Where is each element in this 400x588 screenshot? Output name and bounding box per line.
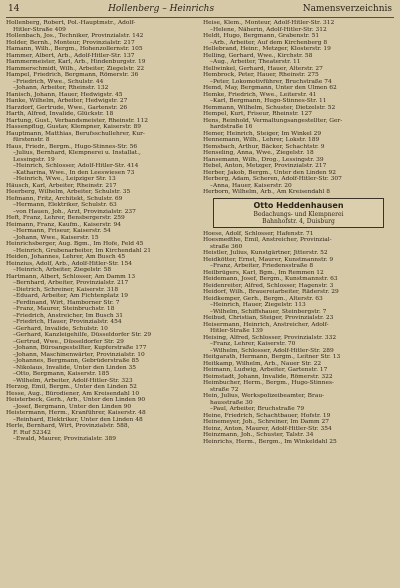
directory-entry: Hammer, Albert, Arb., Adolf-Hitler-Str. 137 (6, 52, 135, 59)
directory-entry-continuation: –Johann, Büroangestellter, Kupferstraße 177 (13, 345, 147, 351)
directory-entry-continuation: –Franz, Maurer, Steinbruchstr. 18 (13, 306, 115, 312)
directory-entry: Hembrock, Peter, Hauer, Rheinstr. 275 (203, 72, 319, 78)
page-number: 14 (8, 4, 20, 14)
directory-entry-continuation: –Gerhard, Invalide, Schulstr. 10 (13, 325, 108, 332)
directory-entry-continuation: –Gertrud, Wwe., Düsseldorfer Str. 29 (13, 338, 124, 345)
directory-entry: Hemsbach, Arthur, Bäcker, Schachtstr. 9 (203, 143, 325, 150)
directory-entry-continuation: –Heinrich, Arbeiter, Ziegelstr. 58 (13, 267, 112, 273)
directory-entry: Heidorf, Wilh., Brauereiarbeiter, Räderstr. 29 (203, 289, 339, 295)
directory-entry-continuation: straße 72 (210, 386, 239, 393)
directory-entry-continuation: –Gerhard, Kanzleigehilfe, Düsseldorfer Str. 29 (13, 332, 152, 338)
ad-line-2: Bahnhofstr. 4, Duisburg (262, 217, 335, 225)
directory-entry: Holder, Bernh., Monteur, Provinzialstr. 217 (6, 39, 135, 46)
directory-entry: Hammermeister, Karl, Arb., Hindenburgstr. 19 (6, 59, 146, 65)
directory-entry-continuation: –Paul, Arbeiter, Bruchstraße 79 (210, 406, 305, 412)
directory-entry: Heisermann, Heinrich, Anstreicher, Adolf- (203, 321, 329, 328)
directory-entry: Hefmann, Fritz, Architekt, Schulstr. 69 (6, 195, 123, 202)
section-title: Namensverzeichnis (302, 4, 392, 14)
directory-entry-continuation: –Franz, Lehrer, Kaiserstr. 70 (210, 341, 296, 347)
directory-entry-continuation: –Wilhelm, Schlosser, Adolf-Hitler-Str. 289 (210, 347, 334, 354)
directory-entry-continuation: –Julius, Bernhard, Klempnerei u. Installat., (13, 150, 141, 156)
directory-entry: Heidkötter, Ernst, Maurer, Kunstmannstr. 9 (203, 256, 334, 263)
directory-entry: Harzdorf, Gertrude, Wwe., Gartenstr. 26 (6, 104, 128, 111)
right-column-top (203, 20, 394, 196)
directory-entry: Hartmann, Albert, Schlosser, Am Damm 13 (6, 273, 136, 280)
directory-entry: Heiden, Johannes, Lehrer, Am Busch 45 (6, 254, 126, 260)
ad-line-1: Bedachungs- und Klempnerei (253, 210, 344, 218)
directory-entry: Heinrichsberger, Aug. Bgm., Im Hofe, Feld 45 (6, 241, 144, 247)
directory-entry-continuation: –Friedrich, Anstreicher, Im Busch 31 (13, 312, 124, 319)
directory-entry: Hartung, Gust., Verbandsmeister, Rheinstr. 112 (6, 117, 149, 124)
directory-entry: Hanke, Wilhelm, Arbeiter, Hedwigstr. 27 (6, 98, 128, 104)
directory-entry-continuation: –Anna, Hauer, Kaiserstr. 20 (210, 182, 292, 189)
directory-entry: Hanisch, Johann, Hauer, Hedwigstr. 45 (6, 91, 123, 98)
directory-entry: Heinzius, Adolf, Arb., Adolf-Hitler-Str. 154 (6, 260, 133, 267)
directory-entry: Heimbucher, Herm., Bergm., Hugo-Stinnes- (203, 380, 335, 386)
directory-entry: Heimann, Franz, Kaufm., Kaiserstr. 94 (6, 221, 122, 228)
directory-entry: Hens, Reinhold, Vermaltungsangestellter, Ger- (203, 117, 343, 124)
page-header (6, 4, 394, 18)
directory-entry-continuation: –Peter, Lokomotivführer, Bruchstraße 74 (210, 78, 332, 85)
directory-entry: Heistermann, Herm., Kranführer, Kaiserstr. 48 (6, 410, 146, 416)
directory-entry: Hoesmedthe, Emil, Anstreicher, Provinzial- (203, 237, 332, 243)
directory-entry: Heft, Franz, Lehrer, Bensbergerstr. 259 (6, 215, 125, 221)
directory-entry: Herle, Bernhard, Wirt, Provinzialstr. 588, (6, 423, 130, 429)
directory-entry: Heisterbeck, Gerh., Arb., Unter den Linden 90 (6, 397, 146, 403)
running-title: Hollenberg – Heinrichs (108, 4, 215, 14)
directory-entry: Hampel, Friedrich, Bergmann, Römerstr. 36 (6, 72, 139, 78)
directory-entry: Hemke, Friedrich, Wwe., Leiterstr. 41 (203, 91, 317, 98)
directory-entry: Hebel, Anton, Metzger, Provinzialstr. 217 (203, 163, 327, 169)
directory-entry: Heidkemper, Gerh., Bergm., Alterstr. 63 (203, 295, 323, 302)
directory-entry: Henseling, Anna, Wwe., Ziegelstr. 18 (203, 150, 314, 156)
directory-entry: Heibud, Christian, Steiger, Provinzialstr. 23 (203, 315, 334, 321)
directory-entry: Helling, Gerhard, Wwe., Kirchstr. 58 (203, 52, 313, 59)
directory-entry-continuation: straße 360 (210, 243, 243, 250)
advertisement-box (213, 198, 384, 228)
directory-entry-continuation: –Franz, Arbeiter, Friedensstraße 8 (210, 263, 314, 269)
directory-entry: Hellwinkel, Gerhard, Hauer, Alterstr. 27 (203, 65, 323, 72)
directory-entry-continuation: –Helene, Näherin, Adolf-Hitler-Str. 312 (210, 26, 327, 33)
ad-name: Otto Heddenhausen (253, 200, 344, 210)
directory-entry-continuation: F. Ruf 52342 (13, 429, 51, 436)
directory-entry: Heldt, Hugo, Bergmann, Grabenstr. 51 (203, 33, 320, 39)
directory-entry-continuation: –Heinrich, Grubenarbeiter, Im Kirchendahl 21 (13, 247, 151, 254)
directory-entry: Hemd, May, Bergmann, Unter den Ulmen 62 (203, 85, 337, 91)
directory-entry-continuation: –Karl, Bergmann, Hugo-Stinnes-Str. 11 (210, 98, 327, 104)
directory-entry-continuation: –Dietrich, Schreiner, Kaiserstr. 318 (13, 286, 119, 293)
left-column (6, 20, 197, 445)
directory-entry: Hollenberg, Robert, Pol.-Hauptmstr., Adolf- (6, 20, 136, 26)
directory-entry: Heitkamp, Wilhelm, Arb., Nauer Str. 22 (203, 360, 322, 367)
columns (6, 20, 394, 445)
directory-entry-continuation: –Arb., Arbeiter, Auf dem Kirchenberg 8 (210, 39, 328, 46)
directory-entry-continuation: –Johann, Arbeiter, Rheinstr. 132 (13, 85, 109, 91)
directory-entry: Hempel, Kurt, Friseur, Rheinstr. 127 (203, 111, 313, 117)
directory-entry-continuation: –Ewald, Maurer, Provinzialstr. 389 (13, 436, 117, 442)
directory-entry: Hemer, Heinrich, Steiger, Im Winkel 29 (203, 130, 322, 137)
directory-entry-continuation: –Wilhelm, Schiffshauer, Steinbergstr. 7 (210, 308, 327, 315)
directory-entry: Heimann, Ludwig, Arbeiter, Gartenstr. 17 (203, 367, 328, 373)
directory-entry-continuation: Hitler-Straße 139 (210, 328, 263, 334)
directory-entry-continuation: –Heinrich, Wwe., Leipziger Str. 13 (13, 176, 116, 182)
directory-entry: Hemmann, Wilhelm, Schuster, Dietzelstr. 52 (203, 104, 336, 111)
directory-entry-continuation: –Friedrich, Wwe., Schulstr. 44 (13, 78, 104, 85)
directory-entry: Heitgarath, Hermann, Bergm., Leitner Str. 13 (203, 354, 341, 360)
directory-entry: Hamann, Wilh., Bergm., Hohenzollernstr. 105 (6, 46, 143, 52)
directory-entry: Hansemann, Wilh., Drog., Lessingstr. 39 (203, 156, 324, 163)
directory-entry-continuation: –Aug., Arbeiter, Theaterstr. 11 (210, 59, 301, 65)
right-column (203, 20, 394, 445)
directory-entry-continuation: –Otto, Bergmann, Kaiserstr. 185 (13, 371, 110, 377)
directory-entry-continuation: –Bernhard, Arbeiter, Provinzialstr. 217 (13, 280, 129, 286)
directory-entry: Hauptmann, Matthias, Berufsschullehrer, Kur- (6, 130, 145, 137)
directory-entry-continuation: Hitler-Straße 409 (13, 26, 66, 33)
directory-entry-continuation: –Wilhelm, Arbeiter, Adolf-Hitler-Str. 323 (13, 377, 133, 384)
directory-entry: Heinz, Anton, Maurer, Adolf-Hitler-Str. 354 (203, 425, 332, 432)
directory-entry-continuation: –von Hauen, Joh., Arzt, Provinzialstr. 237 (13, 208, 136, 215)
directory-entry: Hennemann, Wilh., Lehrer, Lokstr. 189 (203, 137, 320, 143)
directory-entry: Heine, Friedrich, Schachtbauer, Hofstr. 19 (203, 412, 331, 419)
directory-entry: Hellebrand, Heinr., Metzger, Klosterstr. 19 (203, 46, 331, 52)
directory-entry-continuation: –Johann, Wwe., Kaiserstr. 15 (13, 234, 99, 241)
directory-entry: Heilbrügers, Karl, Bgm., Im Remmen 12 (203, 269, 324, 276)
directory-entry-continuation: –Reinhard, Elektriker, Unter den Linden 48 (13, 416, 143, 423)
directory-entry: Hein, Julius, Werkspolizeibeamter, Brau- (203, 393, 325, 399)
directory-entry-continuation: –Josef, Bergmann, Unter den Linden 90 (13, 403, 132, 410)
directory-entry: Häusch, Karl, Arbeiter, Rheinstr. 217 (6, 182, 117, 189)
directory-entry-continuation: –Johannes, Bergmann, Gebrüderstraße 85 (13, 358, 139, 364)
directory-entry-continuation: –Eduard, Arbeiter, Am Fichtenplatz 19 (13, 293, 129, 299)
directory-entry: Heinzmann, Joh., Schuster, Talstr. 34 (203, 432, 314, 438)
directory-entry-continuation: –Heinrich, Hauer, Ziegelstr. 113 (210, 302, 306, 308)
directory-entry: Haus, Friedr., Bergm., Hugo-Stinnes-Str. 56 (6, 143, 138, 150)
directory-entry: Herborn, Wilhelm, Arb., Am Kreisendahl 8 (203, 189, 330, 195)
directory-entry-continuation: –Hermann, Friseur, Kaiserstr. 54 (13, 228, 111, 234)
directory-entry-continuation: –Hermann, Elektriker, Schulstr. 63 (13, 202, 117, 208)
directory-entry: Herberg, Adam, Scheren, Adolf-Hitler-Str. 307 (203, 176, 342, 182)
directory-entry-continuation: hausstraße 30 (210, 399, 253, 406)
directory-entry: Heimstadt, Johann, Invalide, Römerstr. 322 (203, 373, 333, 380)
directory-entry-continuation: –Friedrich, Hauer, Provinzialstr. 454 (13, 319, 122, 325)
directory-entry: Heerberg, Wilhelm, Arbeiter, Schulstr. 35 (6, 189, 131, 195)
directory-entry: Hollenbach, Jos., Techniker, Provinzialstr. 142 (6, 33, 144, 39)
directory-entry-continuation: –Katharina, Wwe., In den Leeswiesen 73 (13, 169, 135, 176)
directory-entry-continuation: –Heinrich, Schlosser, Adolf-Hitler-Str. 414 (13, 163, 139, 169)
right-column-bottom (203, 231, 394, 446)
directory-entry: Herber, Jakob, Bergm., Unter den Linden 92 (203, 169, 336, 176)
directory-entry: Harth, Alfred, Invalide, Glückstr. 18 (6, 111, 114, 117)
directory-entry: Heidenreiter, Alfred, Schlosser, Hagenstr. 3 (203, 282, 334, 289)
directory-entry: Heise, Klem., Monteur, Adolf-Hitler-Str. 312 (203, 20, 335, 26)
directory-entry: Heidemann, Josef, Bergm., Kunstmannstr. 63 (203, 276, 338, 282)
directory-entry: Heistler, Julius, Kunstgärtner, Jitterstr. 52 (203, 250, 328, 256)
directory-entry: Hammerschmidt, Wilh., Arbeiter, Ziegelstr. 22 (6, 65, 145, 72)
directory-entry: Heinemeyer, Joh., Schreiner, Im Damm 27 (203, 419, 329, 425)
directory-entry: Hoese, Adolf, Schlosser, Hafenstr. 71 (203, 230, 314, 237)
directory-entry-continuation: hardstraße 16 (210, 124, 253, 130)
directory-entry: Hassenpflug, Gustav, Klempner, Kaiserstr. 89 (6, 124, 141, 130)
directory-entry: Hesse, Aug., Bürodiener, Am Kreisendahl 10 (6, 390, 140, 397)
directory-entry-continuation: –Ferdinand, Wirt, Hamborner Str. 7 (13, 299, 120, 306)
directory-entry: Heising, Alfred, Schlosser, Provinzialstr. 332 (203, 334, 337, 341)
directory-entry: Herzog, Emil, Bergm., Unter den Linden 52 (6, 384, 137, 390)
directory-entry-continuation: fürstenstr. 8 (13, 137, 50, 143)
directory-entry-continuation: Lessingstr. 19 (13, 156, 55, 163)
directory-entry-continuation: –Johann, Maschinenwärter, Provinzialstr. 10 (13, 351, 145, 358)
directory-entry-continuation: –Nikolaus, Invalide, Unter den Linden 35 (13, 364, 137, 371)
directory-entry: Heinrichs, Herm., Bergm., Im Winkeldahl 25 (203, 438, 337, 445)
